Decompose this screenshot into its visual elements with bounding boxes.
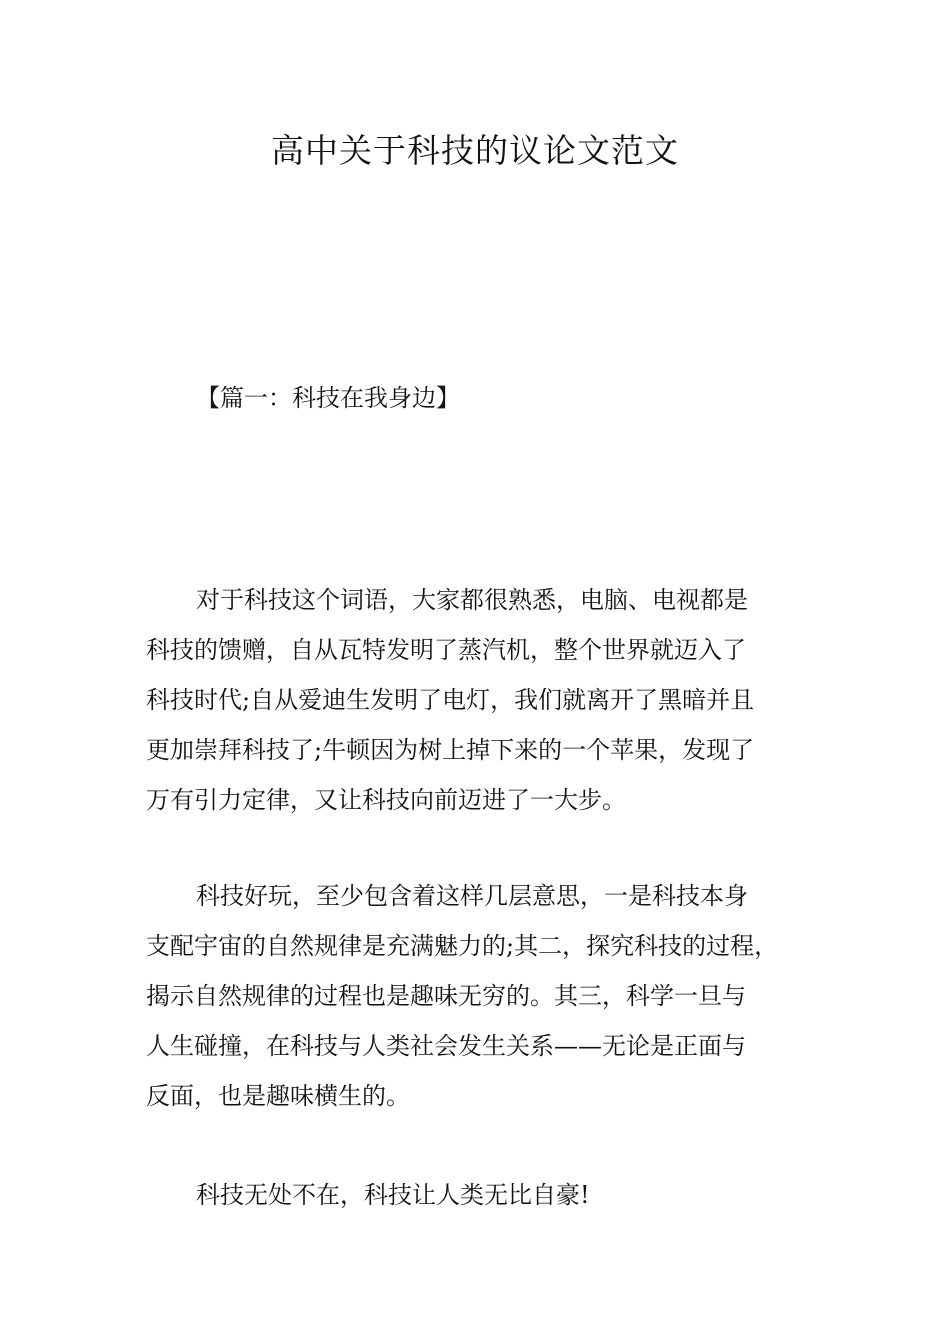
paragraph-line: 万有引力定律，又让科技向前迈进了一大步。 [146,786,626,814]
paragraph-line: 更加崇拜科技了;牛顿因为树上掉下来的一个苹果，发现了 [146,736,755,764]
paragraph-line: 科技无处不在，科技让人类无比自豪! [196,1181,590,1209]
section-heading: 【篇一：科技在我身边】 [196,384,460,412]
document-title: 高中关于科技的议论文范文 [271,131,679,170]
paragraph-3 [146,1170,836,1220]
paragraph-1 [146,575,836,825]
paragraph-line: 科技时代;自从爱迪生发明了电灯，我们就离开了黑暗并且 [146,686,755,714]
paragraph-line: 人生碰撞，在科技与人类社会发生关系——无论是正面与 [146,1032,746,1060]
paragraph-line: 科技的馈赠，自从瓦特发明了蒸汽机，整个世界就迈入了 [146,636,746,664]
paragraph-line: 反面，也是趣味横生的。 [146,1082,410,1110]
paragraph-2 [146,871,836,1121]
paragraph-line: 揭示自然规律的过程也是趣味无穷的。其三，科学一旦与 [146,982,746,1010]
paragraph-line: 对于科技这个词语，大家都很熟悉，电脑、电视都是 [196,586,748,614]
paragraph-line: 科技好玩，至少包含着这样几层意思，一是科技本身 [196,882,748,910]
paragraph-line: 支配宇宙的自然规律是充满魅力的;其二，探究科技的过程， [146,932,779,960]
